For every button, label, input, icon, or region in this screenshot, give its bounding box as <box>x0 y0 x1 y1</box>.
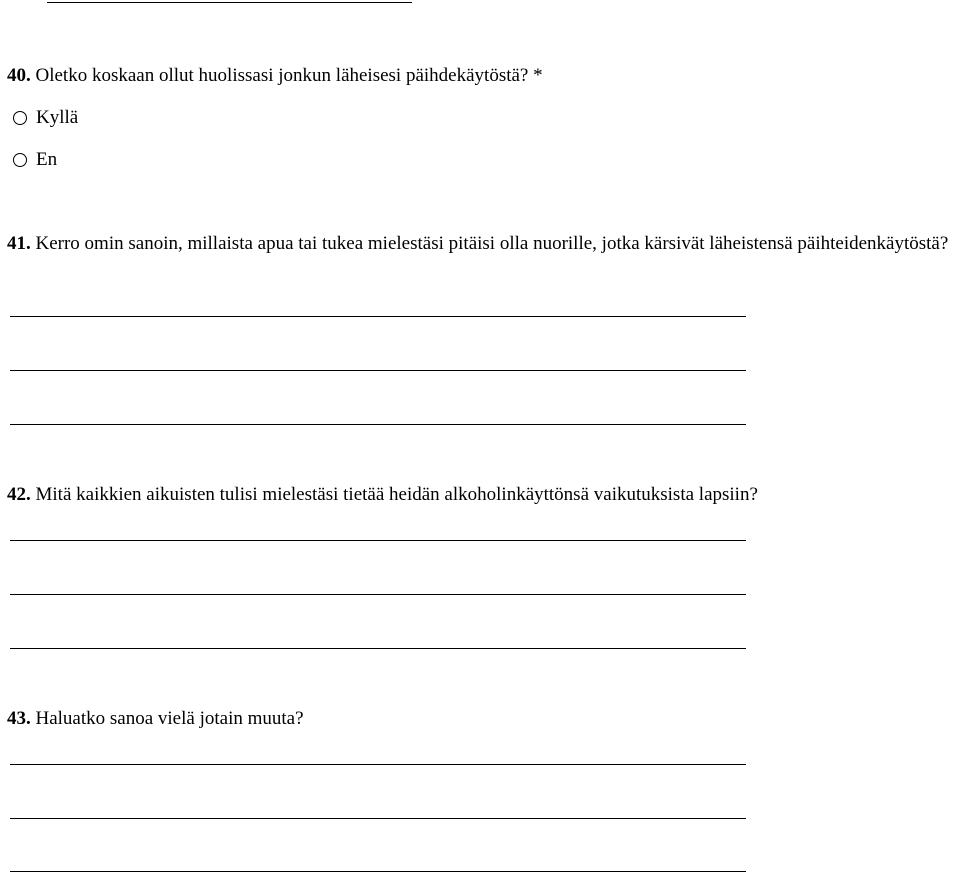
question-number: 40. <box>7 65 31 86</box>
option-en[interactable] <box>13 148 57 172</box>
answer-line[interactable] <box>47 2 412 3</box>
answer-line[interactable] <box>10 818 746 819</box>
question-42 <box>7 480 758 510</box>
question-number: 43. <box>7 708 31 729</box>
answer-line[interactable] <box>10 594 746 595</box>
question-text: Mitä kaikkien aikuisten tulisi mielestäsi tietää heidän alkoholinkäyttönsä vaikutuksista lapsiin? <box>30 484 758 505</box>
question-text: Haluatko sanoa vielä jotain muuta? <box>30 708 304 729</box>
answer-line[interactable] <box>10 648 746 649</box>
question-40 <box>7 61 543 91</box>
answer-line[interactable] <box>10 871 746 872</box>
question-43 <box>7 704 304 734</box>
answer-line[interactable] <box>10 316 746 317</box>
answer-line[interactable] <box>10 370 746 371</box>
option-kylla[interactable] <box>13 106 78 130</box>
answer-line[interactable] <box>10 424 746 425</box>
question-text: Kerro omin sanoin, millaista apua tai tukea mielestäsi pitäisi olla nuorille, jotka kärsivät läheistensä päihteidenkäytöstä? <box>30 233 949 254</box>
option-label: Kyllä <box>36 107 79 128</box>
question-number: 41. <box>7 233 31 254</box>
question-text: Oletko koskaan ollut huolissasi jonkun läheisesi päihdekäytöstä? * <box>30 65 543 86</box>
question-41 <box>7 229 957 259</box>
radio-button[interactable] <box>13 153 27 167</box>
option-label: En <box>36 149 58 170</box>
answer-line[interactable] <box>10 540 746 541</box>
question-number: 42. <box>7 484 31 505</box>
answer-line[interactable] <box>10 764 746 765</box>
radio-button[interactable] <box>13 111 27 125</box>
